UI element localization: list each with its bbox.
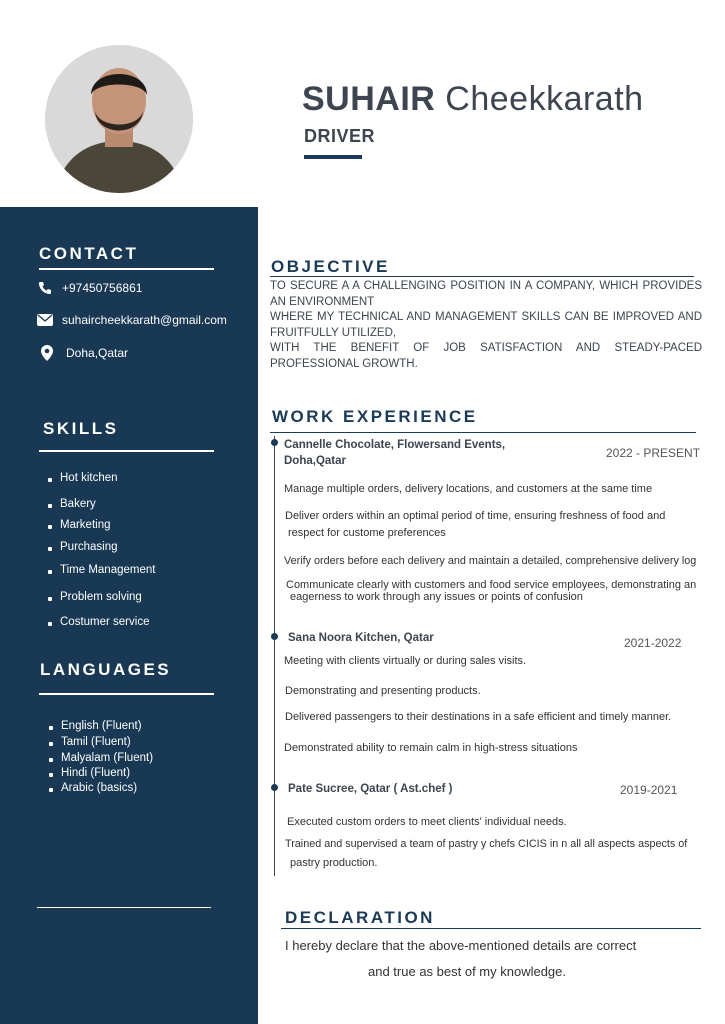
job-location: Doha,Qatar (284, 455, 346, 467)
contact-divider (39, 268, 214, 270)
location-text: Doha,Qatar (66, 346, 129, 360)
declaration-line: and true as best of my knowledge. (368, 964, 567, 979)
job-duty: Communicate clearly with customers and food service employees, demonstrating an (286, 579, 697, 591)
job-date: 2019-2021 (620, 783, 678, 797)
job-title (284, 437, 505, 469)
job-date: 2021-2022 (624, 636, 682, 650)
languages-divider (39, 693, 214, 695)
job-duty: Deliver orders within an optimal period of time, ensuring freshness of food and (285, 510, 666, 522)
email-text: suhaircheekkarath@gmail.com (62, 313, 227, 327)
skill-item: Hot kitchen (60, 472, 118, 484)
job-duty: Delivered passengers to their destinations in a safe efficient and timely manner. (285, 711, 672, 723)
objective-line: WHERE MY TECHNICAL AND MANAGEMENT SKILLS CAN BE IMPROVED AND FRUITFULLY UTILIZED, (270, 311, 702, 339)
sidebar-bottom-divider (37, 907, 211, 908)
job-duty: Demonstrating and presenting products. (285, 685, 481, 697)
objective-line: WITH THE BENEFIT OF JOB SATISFACTION AND STEADY-PACED PROFESSIONAL GROWTH. (270, 342, 702, 370)
job-duty: Verify orders before each delivery and maintain a detailed, comprehensive delivery log (284, 555, 697, 567)
skill-item: Time Management (60, 564, 156, 576)
skills-divider (39, 450, 214, 452)
job-duty: Trained and supervised a team of pastry y chefs CICIS in n all all aspects aspects of (285, 838, 688, 850)
skill-item: Costumer service (60, 616, 150, 628)
job-duty: Manage multiple orders, delivery locations, and customers at the same time (284, 483, 653, 495)
language-item: Tamil (Fluent) (61, 736, 131, 748)
phone-icon (38, 281, 52, 295)
job-employer: Cannelle Chocolate, Flowersand Events, (284, 439, 506, 451)
job-duty: Demonstrated ability to remain calm in high-stress situations (284, 742, 578, 754)
declaration-divider (281, 928, 701, 929)
job-duty: pastry production. (290, 857, 378, 869)
job-duty: eagerness to work through any issues or points of confusion (290, 591, 583, 603)
last-name: Cheekkarath (445, 80, 644, 118)
contact-email[interactable] (37, 313, 227, 327)
contact-heading: CONTACT (39, 244, 139, 263)
role-underline (304, 155, 362, 159)
job-title: Pate Sucree, Qatar ( Ast.chef ) (288, 783, 453, 795)
language-item: Arabic (basics) (61, 782, 138, 794)
languages-heading: LANGUAGES (40, 660, 172, 679)
work-experience-heading: WORK EXPERIENCE (272, 407, 478, 426)
language-item: Hindi (Fluent) (61, 767, 131, 779)
mail-icon (37, 314, 53, 326)
full-name (302, 80, 644, 119)
objective-line: TO SECURE A A CHALLENGING POSITION IN A COMPANY, WHICH PROVIDES AN ENVIRONMENT (270, 280, 702, 308)
skill-item: Bakery (60, 498, 96, 510)
timeline-line (274, 436, 275, 876)
objective-divider (270, 276, 694, 277)
first-name: SUHAIR (302, 80, 436, 118)
profile-photo (45, 45, 193, 193)
language-item: Malyalam (Fluent) (61, 752, 154, 764)
skill-item: Purchasing (60, 541, 118, 553)
job-role: DRIVER (304, 126, 376, 146)
skill-item: Marketing (60, 519, 111, 531)
declaration-heading: DECLARATION (285, 908, 435, 927)
timeline-dot (271, 633, 278, 640)
location-pin-icon (41, 345, 53, 361)
job-duty: Meeting with clients virtually or during sales visits. (284, 655, 527, 667)
job-date: 2022 - PRESENT (606, 446, 701, 460)
skill-item: Problem solving (60, 591, 142, 603)
job-title: Sana Noora Kitchen, Qatar (288, 632, 434, 644)
contact-phone[interactable] (38, 281, 142, 295)
work-divider (270, 432, 696, 433)
timeline-dot (271, 784, 278, 791)
contact-location (41, 345, 128, 361)
person-portrait-icon (45, 45, 193, 193)
objective-text (270, 279, 702, 372)
language-item: English (Fluent) (61, 720, 142, 732)
objective-heading: OBJECTIVE (271, 257, 390, 276)
skills-heading: SKILLS (43, 419, 119, 438)
phone-text: +97450756861 (62, 281, 143, 295)
job-duty: respect for custome preferences (288, 527, 446, 539)
job-duty: Executed custom orders to meet clients' individual needs. (287, 816, 567, 828)
timeline-dot (271, 439, 278, 446)
declaration-line: I hereby declare that the above-mentioned details are correct (285, 938, 637, 953)
